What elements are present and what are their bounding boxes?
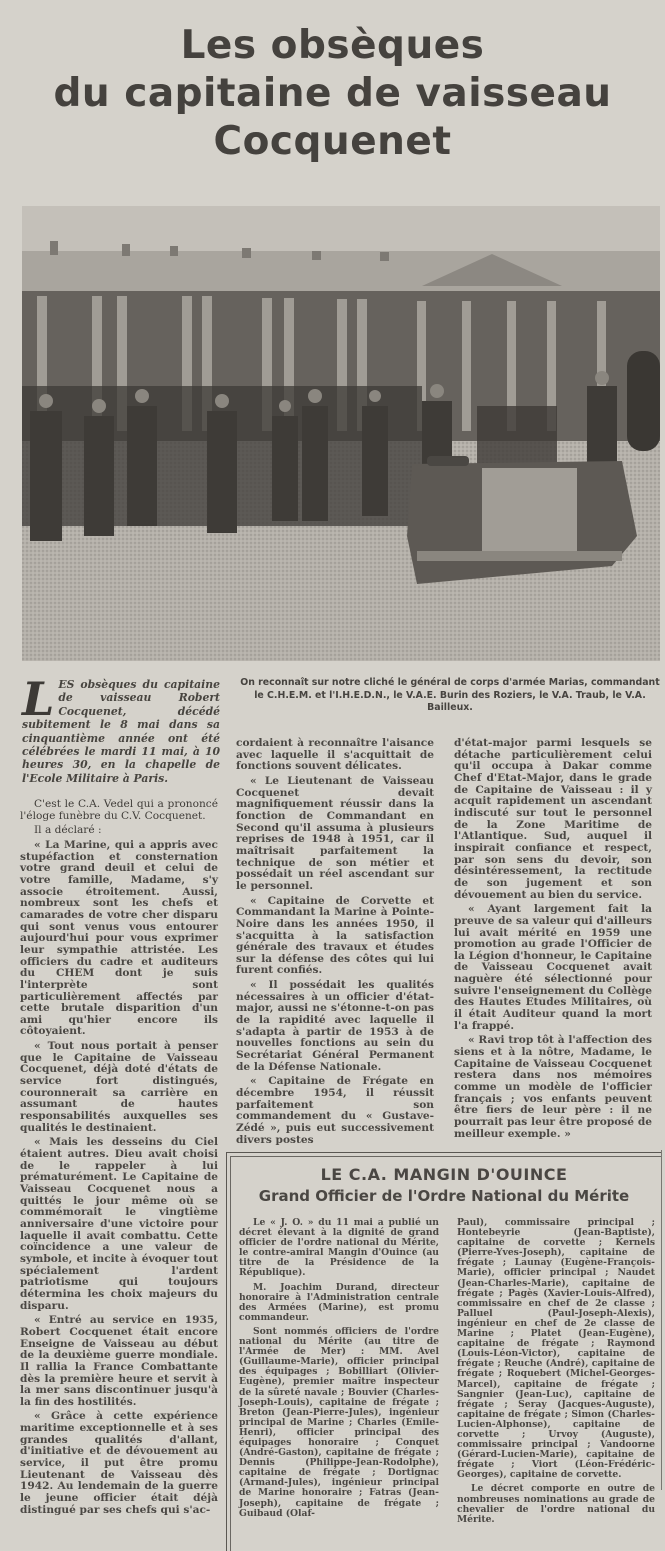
paragraph: « Mais les desseins du Ciel étaient autres. Dieu avait choisi de le rappeler à lui prématurément. Le Capitaine de Vaisseau Cocquenet nous a quittés le jour même où se commémorait le vingtième anniversaire d'une victoire pour laquelle il avait combattu. Cette coïncidence a une valeur de symbole, et incite à évoquer tout spécialement l'ardent patriotisme qui toujours détermina les choix majeurs du disparu. <box>20 1136 218 1312</box>
article-headline <box>0 22 665 166</box>
article-column-2 <box>236 738 434 1149</box>
paragraph: « La Marine, qui a appris avec stupéfaction et consternation votre grand deuil et celui de votre famille, Madame, s'y associe étroitement. Aussi, nombreux sont les chefs et camarades de votre cher disparu qui sont venus vous entourer aujourd'hui pour vous exprimer leur sympathie attristée. Les officiers du cadre et auditeurs du CHEM dont je suis l'interprète sont particulièrement affectés par cette brutale disparition d'un ami qu'hier encore ils côtoyaient. <box>20 838 218 1038</box>
sidebar-subtitle: Grand Officier de l'Ordre National du Mérite <box>258 1187 630 1205</box>
sidebar-title: LE C.A. MANGIN D'OUINCE <box>320 1165 568 1184</box>
headline-line-1: Les obsèques <box>180 23 485 68</box>
paragraph: « Ravi trop tôt à l'affection des siens et à la nôtre, Madame, le Capitaine de Vaisseau Cocquenet restera dans nos mémoires comme un modèle de l'officier français ; vos enfants peuvent être fiers de leur père : il ne pourrait pas leur être proposé de meilleur exemple. » <box>454 1034 652 1140</box>
article-lede <box>22 672 220 785</box>
drop-cap: L <box>22 672 55 726</box>
column-rule <box>661 1150 662 1490</box>
paragraph: C'est le C.A. Vedel qui a prononcé l'éloge funèbre du C.V. Cocquenet. <box>20 798 218 822</box>
article-column-3 <box>454 738 652 1143</box>
paragraph: cordaient à reconnaître l'aisance avec laquelle il s'acquittait de fonctions souvent délicates. <box>236 737 434 773</box>
lede-text: ES obsèques du capitaine de vaisseau Robert Cocquenet, décédé subitement le 8 mai dans sa cinquantième année ont été célébrées le mardi 11 mai, à 10 heures 30, en la chapelle de l'Ecole Militaire à Paris. <box>22 678 220 785</box>
article-column-1 <box>20 799 218 1519</box>
headline-line-3: Cocquenet <box>213 119 452 164</box>
paragraph: « Le Lieutenant de Vaisseau Cocquenet devait magnifiquement réussir dans la fonction de Commandant en Second qu'il assuma à plusieurs reprises de 1948 à 1951, car il maîtrisait parfaitement la technique de son métier et possédait un réel ascendant sur le personnel. <box>236 774 434 892</box>
paragraph: « Capitaine de Frégate en décembre 1954, il réussit parfaitement son commandement du « Gustave-Zédé », puis eut successivement divers postes <box>236 1075 434 1146</box>
paragraph: « Capitaine de Corvette et Commandant la Marine à Pointe-Noire dans les années 1950, il s'acquitta à la satisfaction générale des travaux et études sur la défense des côtes qui lui furent confiés. <box>236 894 434 977</box>
sidebar-column-1 <box>239 1218 439 1523</box>
paragraph: Le décret comporte en outre de nombreuses nominations au grade de chevalier de l'ordre national du Mérite. <box>457 1483 655 1525</box>
paragraph: « Ayant largement fait la preuve de sa valeur qui d'ailleurs lui avait mérité en 1959 une promotion au grade l'Officier de la Légion d'honneur, le Capitaine de Vaisseau Cocquenet avait naguère été sélectionné pour suivre l'enseignement du Collège des Hautes Etudes Militaires, où il était Auditeur quand la mort l'a frappé. <box>454 903 652 1032</box>
sidebar-column-2 <box>457 1218 655 1529</box>
paragraph: « Tout nous portait à penser que le Capitaine de Vaisseau Cocquenet, déjà doté d'états de service fort distingués, couronnerait sa carrière en assumant de hautes responsabilités auxquelles ses qualités le destinaient. <box>20 1040 218 1134</box>
paragraph: Paul), commissaire principal ; Hontebeyrie (Jean-Baptiste), capitaine de corvette ; Kernels (Pierre-Yves-Joseph), capitaine de frégate ; Launay (Eugène-François-Marie), officier principal ; Naudet (Jean-Charles-Marie), capitaine de frégate ; Pagès (Xavier-Louis-Alfred), commissaire en chef de 2e classe ; Palluel (Paul-Joseph-Alexis), ingénieur en chef de 2e classe de Marine ; Platet (Jean-Eugène), capitaine de frégate ; Raymond (Louis-Léon-Victor), capitaine de frégate ; Reuche (André), capitaine de frégate ; Roquebert (Michel-Georges-Marcel), capitaine de frégate ; Sangnier (Jean-Luc), capitaine de frégate ; Seray (Jacques-Auguste), capitaine de frégate ; Simon (Charles-Lucien-Alphonse), capitaine de corvette ; Urvoy (Auguste), commissaire principal ; Vandoorne (Gérard-Lucien-Marie), capitaine de frégate ; Viort (Léon-Frédéric-Georges), capitaine de corvette. <box>457 1217 655 1481</box>
paragraph: Le « J. O. » du 11 mai a publié un décret élevant à la dignité de grand officier de l'ordre national du Mérite, le contre-amiral Mangin d'Ouince (au titre de la Présidence de la République). <box>239 1217 439 1279</box>
paragraph: Il a déclaré : <box>34 824 102 837</box>
paragraph: Sont nommés officiers de l'ordre national du Mérite (au titre de l'Armée de Mer) : MM. Avel (Guillaume-Marie), officier principal des équipages ; Bobilliart (Olivier-Eugène), premier maître inspecteur de la sûreté navale ; Bouvier (Charles-Joseph-Louis), capitaine de frégate ; Breton (Jean-Pierre-Jules), ingénieur principal de Marine ; Charles (Emile-Henri), officier principal des équipages honoraire ; Conquet (André-Gaston), capitaine de frégate ; Dennis (Philippe-Jean-Rodolphe), capitaine de frégate ; Dortignac (Armand-Jules), ingénieur principal de Marine honoraire ; Fatras (Jean-Joseph), capitaine de frégate ; Guibaud (Olaf- <box>239 1325 439 1519</box>
paragraph: « Entré au service en 1935, Robert Cocquenet était encore Enseigne de Vaisseau au début de la deuxième guerre mondiale. Il rallia la France Combattante dès la première heure et servit à la mer sans discontinuer jusqu'à la fin des hostilités. <box>20 1314 218 1408</box>
headline-line-2: du capitaine de vaisseau <box>53 71 612 116</box>
paragraph: « Il possédait les qualités nécessaires à un officier d'état-major, aussi ne s'étonne-t-on pas de la rapidité avec laquelle il s'adapta à partir de 1953 à de nouvelles fonctions au sein du Secrétariat Général Permanent de la Défense Nationale. <box>236 979 434 1073</box>
paragraph: d'état-major parmi lesquels se détache particulièrement celui qu'il occupa à Dakar comme Chef d'Etat-Major, dans le grade de Capitaine de Vaisseau : il y acquit rapidement un ascendant indiscuté sur tout le personnel de la Zone Maritime de l'Atlantique. Sud, auquel il inspirait confiance et respect, par son sens du devoir, son désintéressement, la rectitude de son jugement et son dévouement au bien du service. <box>454 737 652 901</box>
photo-caption: On reconnaît sur notre cliché le général de corps d'armée Marias, commandant le C.H.E.M. et l'I.H.E.D.N., le V.A.E. Burin des Roziers, le V.A. Traub, le V.A. Bailleux. <box>240 677 660 714</box>
funeral-ceremony-photo <box>22 206 660 661</box>
paragraph: M. Joachim Durand, directeur honoraire à l'Administration centrale des Armées (Marine), est promu commandeur. <box>239 1281 439 1323</box>
paragraph: « Grâce à cette expérience maritime exceptionnelle et à ses grandes qualités d'allant, d'initiative et de dévouement au service, il put être promu Lieutenant de Vaisseau dès 1942. Au lendemain de la guerre le jeune officier était déjà distingué par ses chefs qui s'ac- <box>20 1410 218 1516</box>
